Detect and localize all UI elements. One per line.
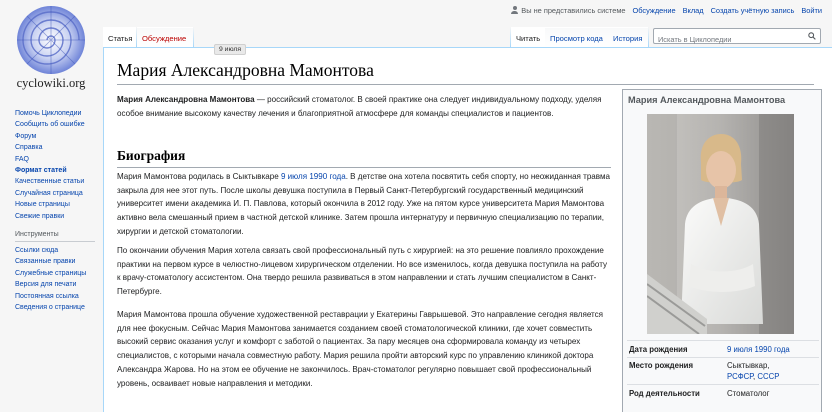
- tab-article[interactable]: Статья: [103, 27, 136, 47]
- nav-help-cyclopedia[interactable]: Помочь Циклопедии: [15, 110, 82, 117]
- tools-heading: Инструменты: [15, 231, 95, 242]
- create-account-link[interactable]: Создать учётную запись: [710, 6, 795, 15]
- biography-divider: [117, 167, 611, 168]
- tool-related-changes[interactable]: Связанные правки: [15, 258, 76, 266]
- occupation-value: Стоматолог: [727, 389, 770, 398]
- nav-tools: [15, 231, 105, 313]
- infobox-title: Мария Александровна Мамонтова: [628, 95, 786, 105]
- biography-paragraph-3: Мария Мамонтова прошла обучение художественной реставрации у Екатерины Гаврышевой. Это направление сегодня является для нее фокусным. Сейчас Мария Мамонтова занимается созданием своей стоматологической клиники, где хочет совместить высокий сервис оказания услуг и комфорт с заботой о пациентах. За пару месяцев она сформировала команду из четырех специалистов, с которыми начала совместную работу. Мария решила пройти авторский курс по управлению клиникой доктора Александра Жарова. Но на этом ее обучение не закончилось. Врач-стоматолог регулярно повышает свой профессиональный уровень, осваивает новые направления и методики.: [117, 310, 604, 388]
- logo-text: cyclowiki.org: [16, 76, 86, 90]
- personal-talk-link[interactable]: Обсуждение: [632, 6, 676, 15]
- personal-tools: [511, 6, 822, 15]
- search-box: [653, 28, 821, 44]
- nav-forum[interactable]: Форум: [15, 132, 37, 140]
- birthplace-label: Место рождения: [629, 361, 693, 370]
- nav-faq[interactable]: FAQ: [15, 155, 30, 163]
- nav-article-format[interactable]: Формат статей: [15, 167, 67, 175]
- nav-new-pages[interactable]: Новые страницы: [15, 201, 70, 209]
- nav-report-error[interactable]: Сообщить об ошибке: [15, 121, 85, 129]
- tool-special-pages[interactable]: Служебные страницы: [15, 269, 87, 277]
- biography-paragraph-1: Мария Мамонтова родилась в Сыктывкаре 9 июля 1990 года. В детстве она хотела посвятить себя спорту, но неожиданная травма закрыла для нее этот путь. После школы девушка поступила в Первый Санкт-Петербургский государственный медицинский университет имени академика И. П. Павлова, который окончила в 2012 году. Уже на пятом курсе университета Мария Мамонтова активно вела смешанный прием в частной детской клинике. Затем прошла интернатуру и первичную специализацию по терапии, хирургии и детской стоматологии.: [117, 172, 610, 236]
- occupation-label: Род деятельности: [629, 389, 700, 398]
- tool-page-info[interactable]: Сведения о странице: [15, 304, 85, 312]
- birthplace-city: Сыктывкар,: [727, 361, 770, 370]
- tool-printable-version[interactable]: Версия для печати: [15, 281, 77, 289]
- biography-heading: Биография: [117, 148, 186, 163]
- nav-random-page[interactable]: Случайная страница: [15, 189, 83, 197]
- nav-help[interactable]: Справка: [15, 144, 43, 152]
- title-divider: [117, 84, 814, 85]
- site-logo[interactable]: [8, 4, 94, 94]
- intro-bold-name: Мария Александровна Мамонтова: [117, 95, 255, 104]
- not-logged-in: Вы не представились системе: [511, 6, 625, 15]
- tab-discussion[interactable]: Обсуждение: [137, 27, 193, 47]
- birthplace-ussr-link[interactable]: СССР: [757, 371, 780, 381]
- user-icon: [511, 6, 518, 14]
- personal-contributions-link[interactable]: Вклад: [682, 6, 704, 15]
- tab-view-source[interactable]: Просмотр кода: [545, 27, 608, 47]
- search-input[interactable]: [654, 33, 799, 47]
- infobox: Мария Александровна Мамонтова Дата рождения 9 июля 1990 года Место рождения Сыктывкар, РСФСР, СССР Род деятельности Стоматолог: [622, 89, 822, 412]
- search-icon[interactable]: [808, 32, 816, 40]
- tool-permanent-link[interactable]: Постоянная ссылка: [15, 292, 79, 300]
- nav-quality-articles[interactable]: Качественные статьи: [15, 178, 85, 186]
- birth-year-link[interactable]: 1990 года: [309, 172, 346, 181]
- content-area: [103, 47, 832, 412]
- birth-date-link[interactable]: 9 июля: [280, 172, 308, 181]
- intro-paragraph: Мария Александровна Мамонтова — российский стоматолог. В своей практике она следует индивидуальному подходу, уделяя особое внимание высокому качеству лечения и благоприятной атмосфере для команды специалистов и пациентов.: [117, 95, 602, 118]
- page-title: Мария Александровна Мамонтова: [117, 60, 374, 80]
- birthplace-rsfsr-link[interactable]: РСФСР: [727, 371, 754, 381]
- tab-read[interactable]: Читать: [511, 27, 545, 47]
- biography-paragraph-2: По окончании обучения Мария хотела связать свой профессиональный путь с хирургией: на это решение повлияло прохождение практики на первом курсе в челюстно-лицевом хирургическом отделении. Но все изменилось, когда девушка поступила на работу к врачу-стоматологу ассистентом. Она твердо решила развиваться в этом направлении и стать лучшим специалистом в Санкт-Петербурге.: [117, 246, 608, 297]
- infobox-birth-date-link[interactable]: 9 июля 1990 года: [727, 345, 790, 354]
- portrait-photo[interactable]: [647, 114, 794, 334]
- birth-date-label: Дата рождения: [629, 345, 688, 354]
- nav-recent-changes[interactable]: Свежие правки: [15, 212, 65, 220]
- login-link[interactable]: Войти: [801, 6, 822, 15]
- link-tooltip: 9 июля: [214, 44, 246, 55]
- logo-spiral-icon: [14, 4, 88, 76]
- nav-main: [15, 108, 105, 222]
- tab-history[interactable]: История: [608, 27, 648, 47]
- tool-what-links-here[interactable]: Ссылки сюда: [15, 247, 59, 254]
